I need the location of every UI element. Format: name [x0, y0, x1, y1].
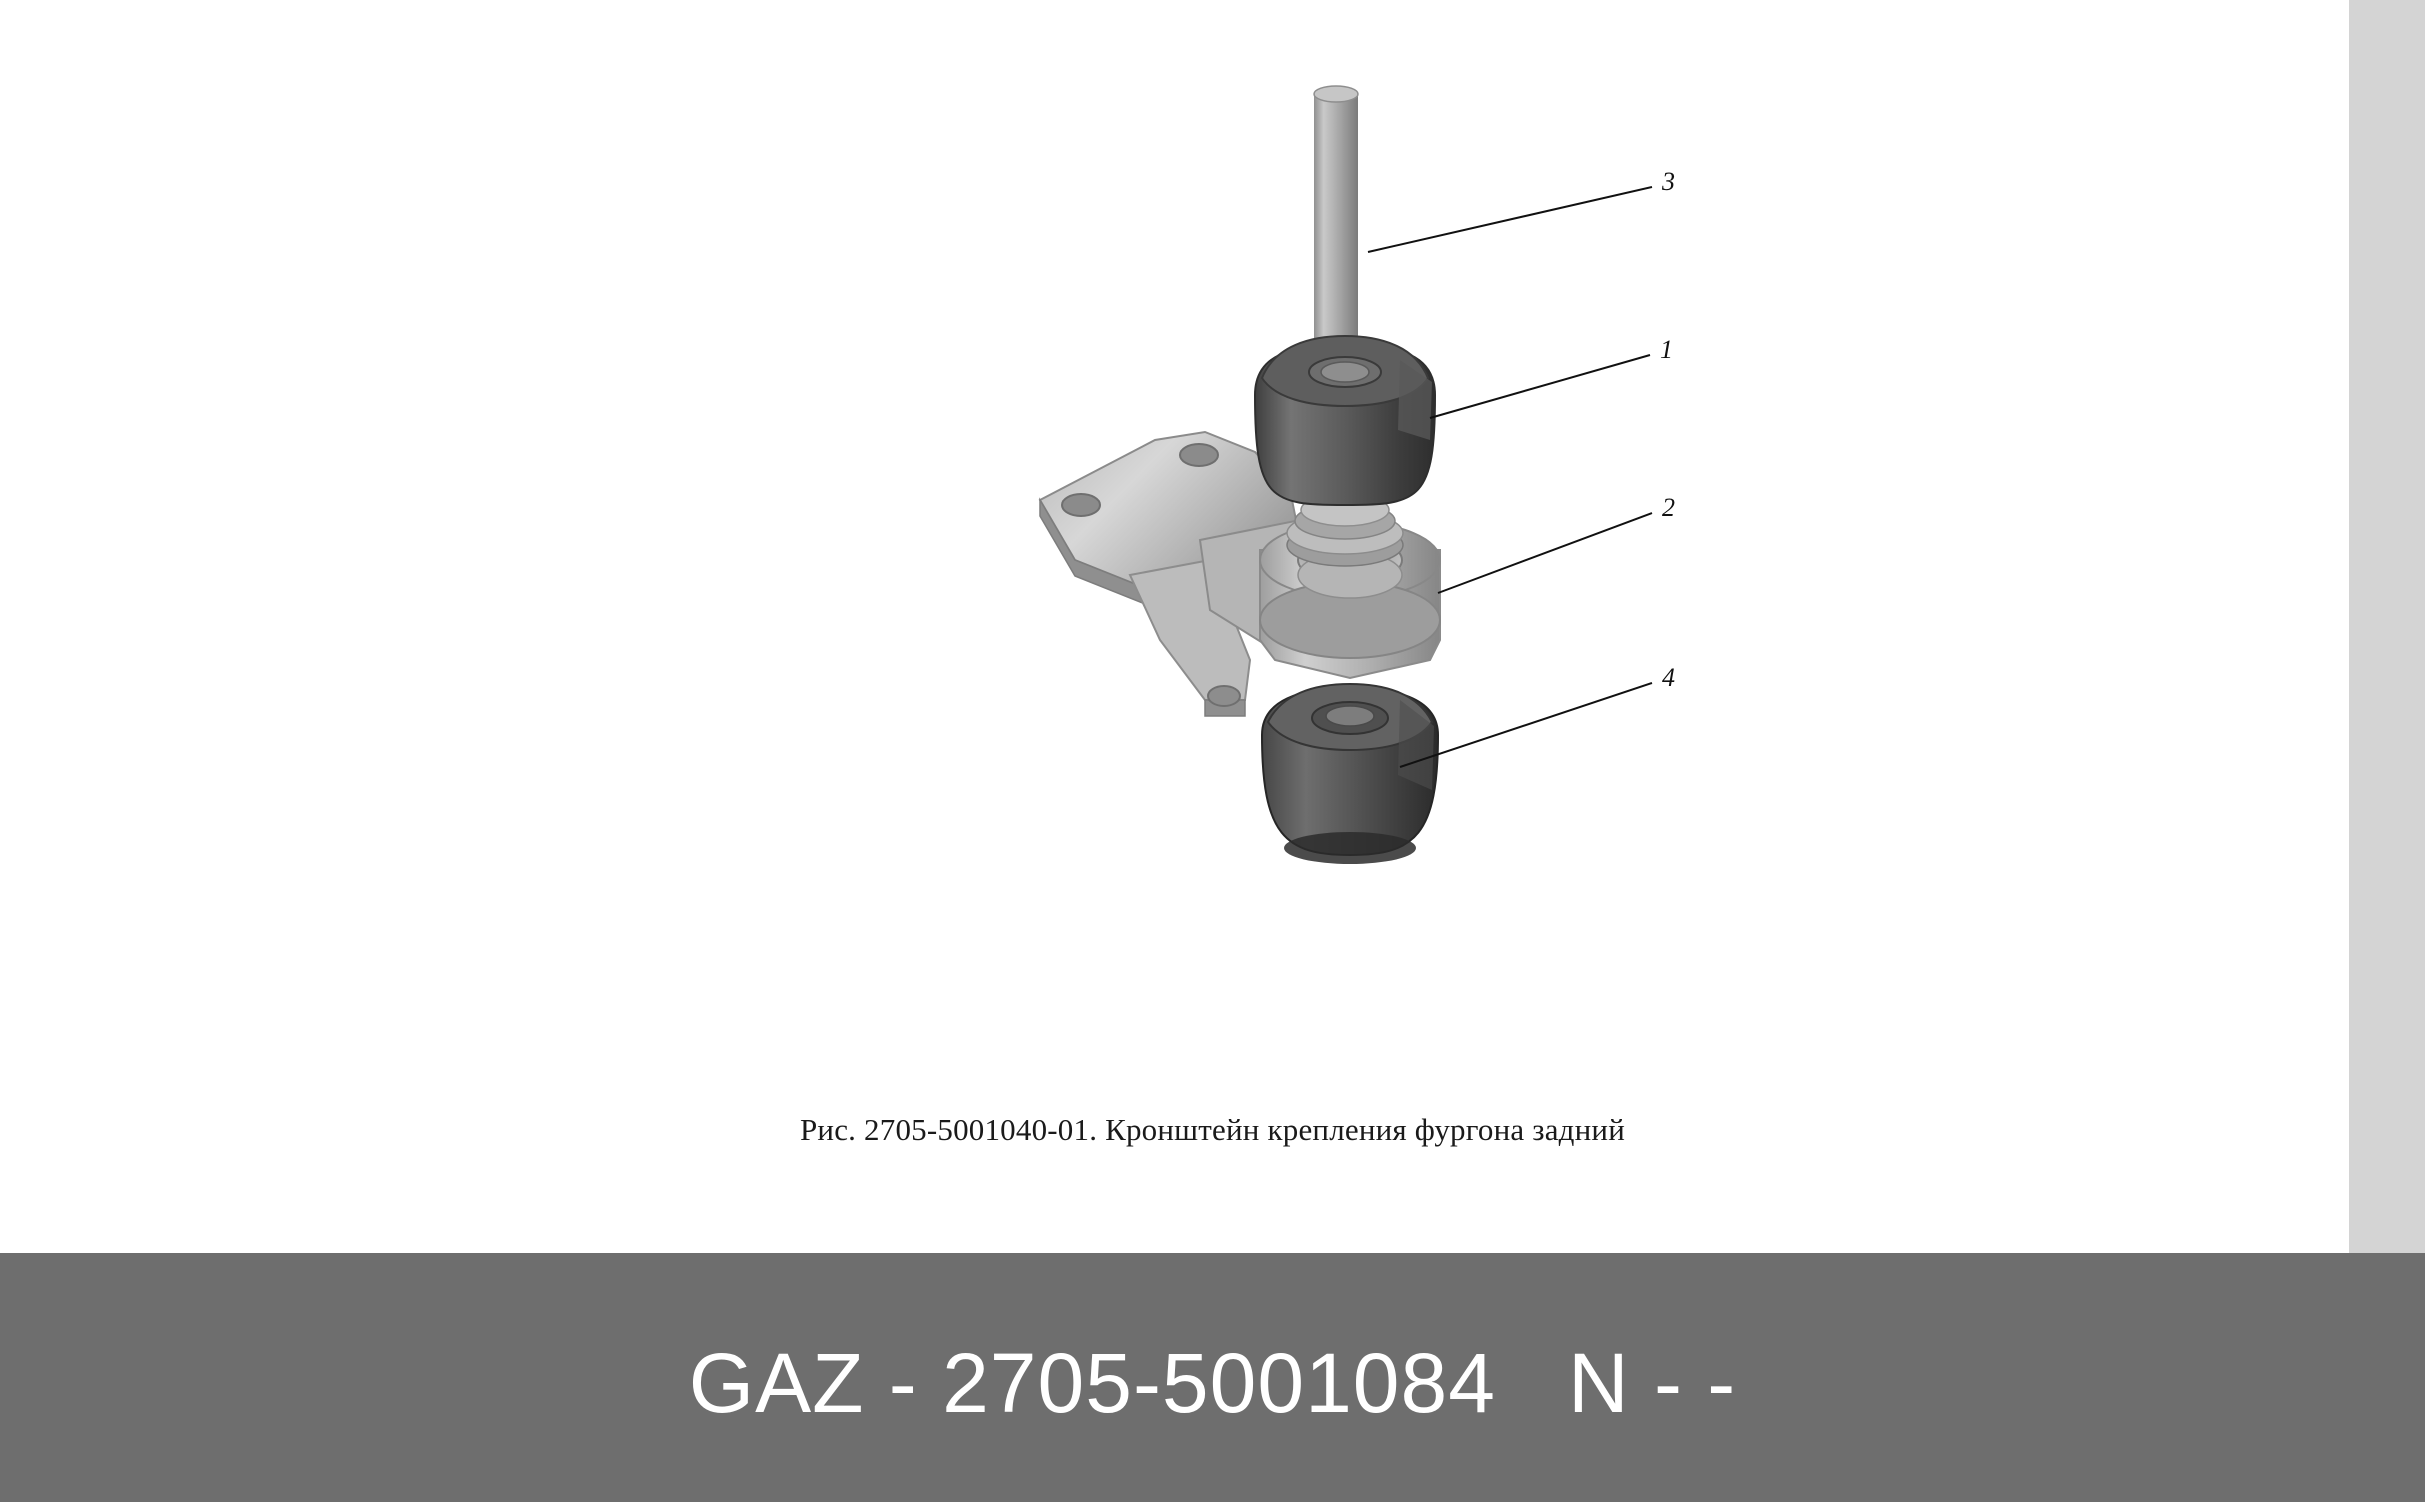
- callout-label-2: 2: [1662, 493, 1675, 522]
- footer-part-code: GAZ - 2705-5001084: [688, 1336, 1496, 1430]
- callout-line-1: [1430, 355, 1650, 418]
- figure-caption: Рис. 2705-5001040-01. Кронштейн крепления фургона задний: [799, 1112, 1626, 1147]
- part-lower-rubber-bushing: [1262, 684, 1438, 864]
- callout-line-3: [1368, 187, 1652, 252]
- footer-bar: [0, 1253, 2425, 1502]
- callout-label-3: 3: [1662, 167, 1675, 196]
- part-rod-stud: [1314, 86, 1358, 362]
- callout-label-1: 1: [1660, 335, 1673, 364]
- footer-quantity: N - -: [1567, 1336, 1737, 1430]
- callout-line-2: [1438, 513, 1652, 593]
- callout-label-4: 4: [1662, 663, 1675, 692]
